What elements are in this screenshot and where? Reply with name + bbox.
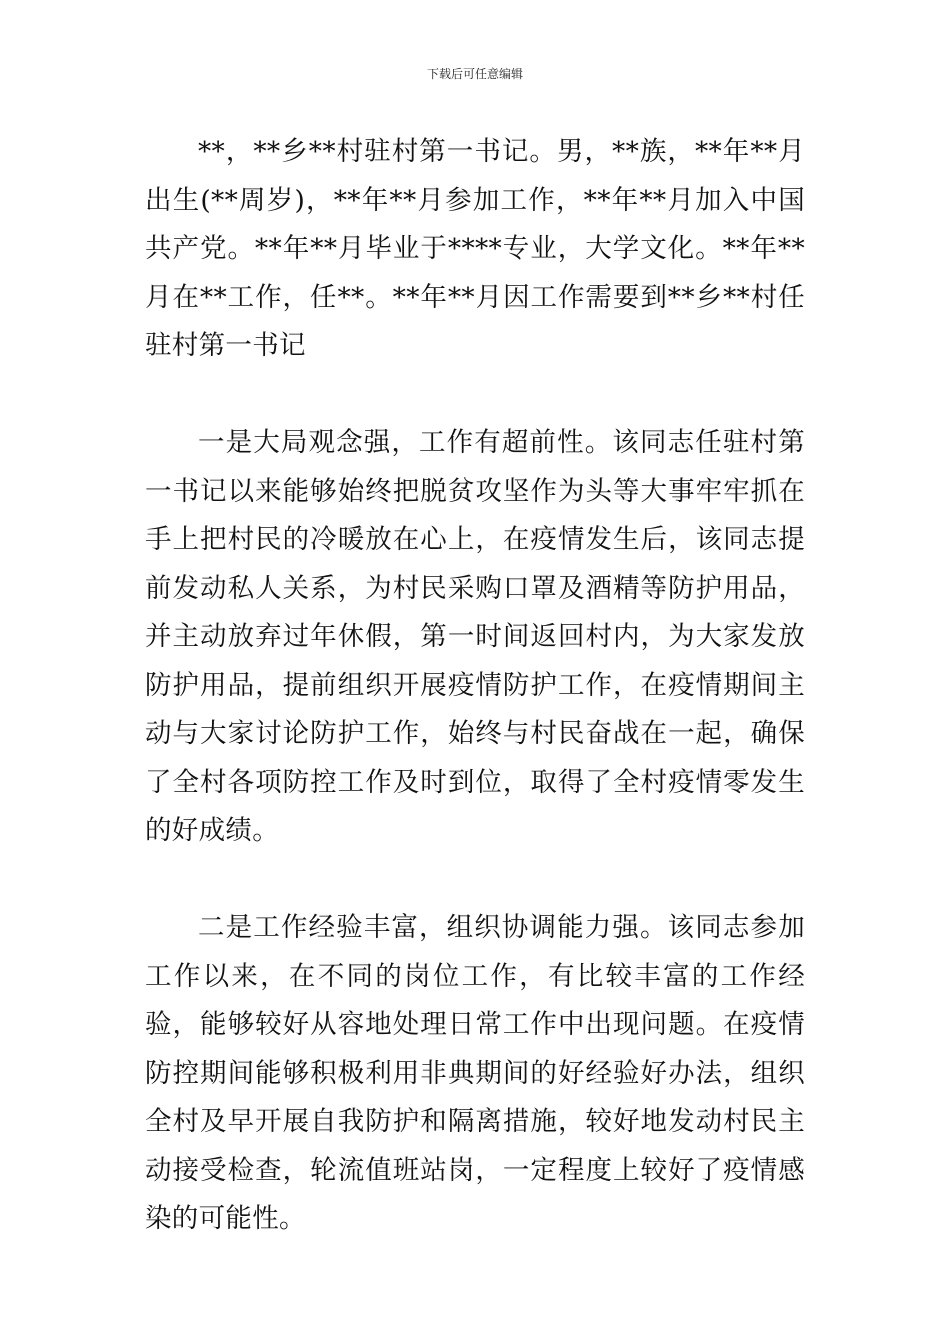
paragraph-spacer <box>145 371 805 420</box>
paragraph-point-one: 一是大局观念强，工作有超前性。该同志任驻村第一书记以来能够始终把脱贫攻坚作为头等大事牢牢抓在手上把村民的冷暖放在心上，在疫情发生后，该同志提前发动私人关系，为村民采购口罩及酒精等防护用品，并主动放弃过年休假，第一时间返回村内，为大家发放防护用品，提前组织开展疫情防护工作，在疫情期间主动与大家讨论防护工作，始终与村民奋战在一起，确保了全村各项防控工作及时到位，取得了全村疫情零发生的好成绩。 <box>145 427 805 846</box>
paragraph-profile: **，**乡**村驻村第一书记。男，**族，**年**月出生(**周岁)，**年**月参加工作，**年**月加入中国共产党。**年**月毕业于****专业，大学文化。**年**月在**工作，任**。**年**月因工作需要到**乡**村任驻村第一书记 <box>145 136 805 361</box>
header-note: 下载后可任意编辑 <box>426 67 523 81</box>
paragraph-spacer <box>145 856 805 905</box>
paragraph-point-two: 二是工作经验丰富，组织协调能力强。该同志参加工作以来，在不同的岗位工作，有比较丰富的工作经验，能够较好从容地处理日常工作中出现问题。在疫情防控期间能够积极利用非典期间的好经验好办法，组织全村及早开展自我防护和隔离措施，较好地发动村民主动接受检查，轮流值班站岗，一定程度上较好了疫情感染的可能性。 <box>145 912 805 1234</box>
document-body <box>145 128 805 1244</box>
